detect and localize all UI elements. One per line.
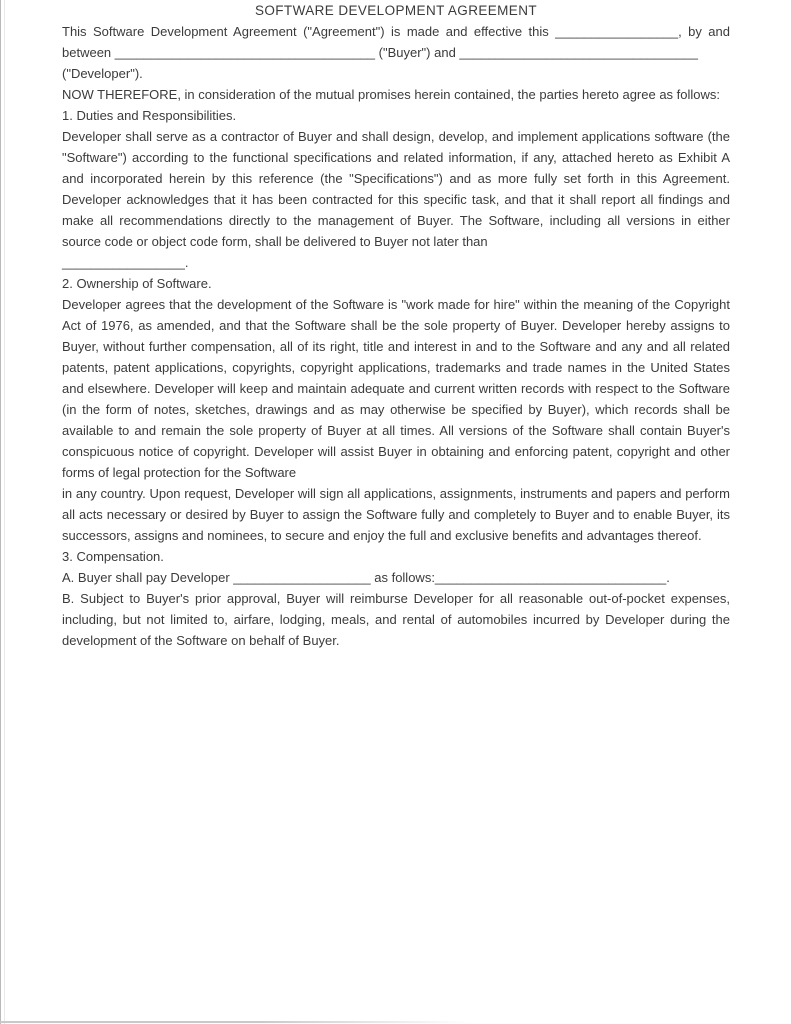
page-left-edge-line-2: [4, 0, 5, 1024]
page-left-edge-line: [0, 0, 1, 1024]
clause-a-payment-line: A. Buyer shall pay Developer ___________________ as follows:________________________________.: [62, 570, 670, 585]
section-2-text-part-2: in any country. Upon request, Developer will sign all applications, assignments, instruments and papers and perform all acts necessary or desired by Buyer to assign the Software fully and completely to Buyer and to enable Buyer, its successors, assigns and nominees, to secure and enjoy the full and exclusive benefits and advantages thereof.: [62, 486, 730, 543]
intro-paragraph: [62, 21, 730, 84]
section-1-text: Developer shall serve as a contractor of Buyer and shall design, develop, and implement applications software (the "Software") according to the functional specifications and related information, if any, attached hereto as Exhibit A and incorporated herein by this reference (the "Specifications") and as more fully set forth in this Agreement. Developer acknowledges that it has been contracted for this specific task, and that it shall report all findings and make all recommendations directly to the management of Buyer. The Software, including all versions in either source code or object code form, shall be delivered to Buyer not later than: [62, 129, 730, 249]
page-bottom-edge-line: [0, 1021, 470, 1023]
document-title: SOFTWARE DEVELOPMENT AGREEMENT: [254, 3, 538, 18]
section-3-heading: 3. Compensation.: [62, 549, 164, 564]
section-1-body: [62, 126, 730, 273]
section-2-heading: 2. Ownership of Software.: [62, 276, 212, 291]
recital-paragraph: NOW THEREFORE, in consideration of the mutual promises herein contained, the parties hereto agree as follows:: [62, 87, 721, 102]
section-2-body: [62, 294, 730, 546]
intro-developer-label: ("Developer").: [62, 66, 143, 81]
section-1-heading: 1. Duties and Responsibilities.: [62, 108, 237, 123]
section-1-delivery-date-blank: _________________.: [62, 255, 189, 270]
section-2-text-part-1: Developer agrees that the development of the Software is "work made for hire" within the meaning of the Copyright Act of 1976, as amended, and that the Software shall be the sole property of Buyer. Developer hereby assigns to Buyer, without further compensation, all of its right, title and interest in and to the Software and any and all related patents, patent applications, copyrights, copyright applications, trademarks and trade names in the United States and elsewhere. Developer will keep and maintain adequate and current written records with respect to the Software (in the form of notes, sketches, drawings and as may otherwise be specified by Buyer), which records shall be available to and remain the sole property of Buyer at all times. All versions of the Software shall contain Buyer's conspicuous notice of copyright. Developer will assist Buyer in obtaining and enforcing patent, copyright and other forms of legal protection for the Software: [62, 297, 730, 480]
intro-text: This Software Development Agreement ("Agreement") is made and effective this _________________, by and between ____________________________________ ("Buyer") and _________________________________: [62, 24, 730, 60]
clause-b-expenses-paragraph: B. Subject to Buyer's prior approval, Buyer will reimburse Developer for all reasonable out-of-pocket expenses, including, but not limited to, airfare, lodging, meals, and rental of automobiles incurred by Developer during the development of the Software on behalf of Buyer.: [62, 591, 730, 648]
agreement-content: [62, 0, 730, 651]
